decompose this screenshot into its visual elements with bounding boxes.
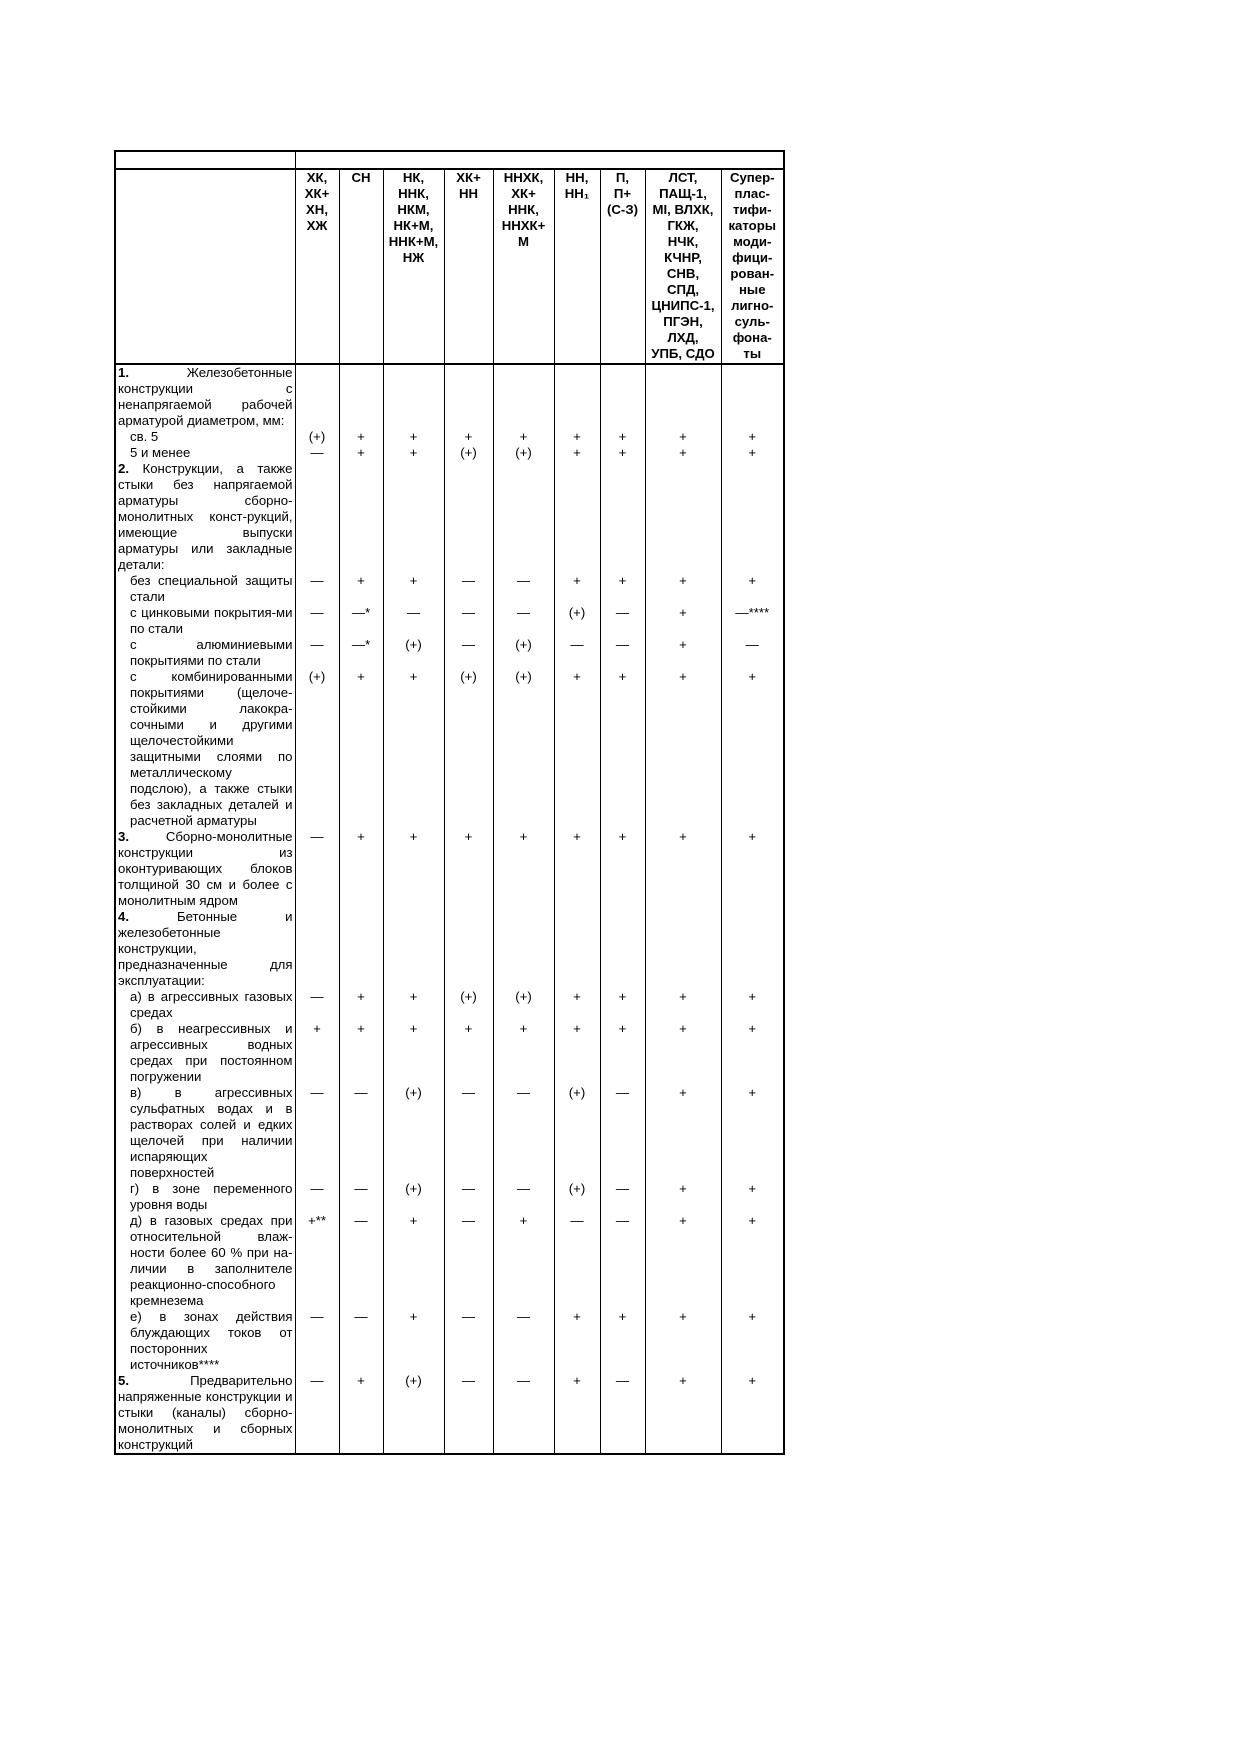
value-cell: + (721, 669, 784, 829)
row-description (115, 445, 295, 461)
value-cell: + (645, 829, 721, 909)
value-cell: + (721, 429, 784, 445)
row-text: Предварительно напряженные конструкции и стыки (каналы) сборно-монолитных и сборных конструкций (118, 1373, 293, 1452)
value-cell (383, 364, 444, 429)
value-cell: + (383, 573, 444, 605)
value-cell (444, 364, 493, 429)
value-cell: (+) (444, 669, 493, 829)
value-cell (645, 909, 721, 989)
value-cell: — (600, 1373, 645, 1454)
value-cell (600, 364, 645, 429)
top-left-cell (115, 151, 295, 169)
value-cell (444, 909, 493, 989)
value-cell (295, 461, 339, 573)
value-cell: — (721, 637, 784, 669)
row-text: без специальной защиты стали (130, 573, 293, 604)
value-cell: (+) (295, 429, 339, 445)
value-cell: + (645, 573, 721, 605)
value-cell: + (721, 989, 784, 1021)
value-cell: +** (295, 1213, 339, 1309)
value-cell: (+) (383, 637, 444, 669)
value-cell (339, 461, 383, 573)
value-cell: — (444, 637, 493, 669)
value-cell (339, 364, 383, 429)
table-row (115, 989, 784, 1021)
value-cell: + (645, 429, 721, 445)
row-description (115, 364, 295, 429)
table-row (115, 1021, 784, 1085)
value-cell: — (339, 1085, 383, 1181)
value-cell: — (493, 1181, 554, 1213)
row-number: 2. (118, 461, 129, 476)
value-cell: + (554, 829, 600, 909)
value-cell: (+) (493, 989, 554, 1021)
table-row (115, 573, 784, 605)
table-top-row (115, 151, 784, 169)
header-cell: ННХК, ХК+ ННК, ННХК+ М (493, 169, 554, 364)
document-table (114, 150, 785, 1455)
value-cell: + (554, 1309, 600, 1373)
value-cell: + (339, 989, 383, 1021)
value-cell: + (554, 429, 600, 445)
value-cell: + (554, 1373, 600, 1454)
value-cell: + (645, 989, 721, 1021)
row-description (115, 573, 295, 605)
row-text: е) в зонах действия блуждающих токов от посторонних источников**** (130, 1309, 293, 1372)
row-text: б) в неагрессивных и агрессивных водных средах при постоянном погружении (130, 1021, 293, 1084)
row-description (115, 1309, 295, 1373)
value-cell: — (444, 1085, 493, 1181)
value-cell: + (600, 989, 645, 1021)
row-text: г) в зоне переменного уровня воды (130, 1181, 293, 1212)
value-cell: — (493, 1085, 554, 1181)
value-cell: + (444, 1021, 493, 1085)
value-cell: — (444, 605, 493, 637)
value-cell: + (339, 669, 383, 829)
row-text: св. 5 (130, 429, 159, 444)
row-description (115, 989, 295, 1021)
row-number: 3. (118, 829, 129, 844)
table-row (115, 637, 784, 669)
value-cell (645, 364, 721, 429)
table-row (115, 829, 784, 909)
table-row (115, 1085, 784, 1181)
value-cell: (+) (444, 989, 493, 1021)
value-cell: (+) (295, 669, 339, 829)
value-cell (493, 364, 554, 429)
header-cell: СН (339, 169, 383, 364)
value-cell: (+) (383, 1181, 444, 1213)
value-cell: + (600, 429, 645, 445)
value-cell: — (444, 573, 493, 605)
row-description (115, 1181, 295, 1213)
value-cell: + (600, 1021, 645, 1085)
row-description (115, 1085, 295, 1181)
value-cell: + (600, 829, 645, 909)
value-cell: —* (339, 605, 383, 637)
value-cell: — (493, 1309, 554, 1373)
value-cell: + (721, 1309, 784, 1373)
value-cell (444, 461, 493, 573)
value-cell: —* (339, 637, 383, 669)
header-cell: П, П+ (С-З) (600, 169, 645, 364)
value-cell: + (383, 829, 444, 909)
value-cell: — (295, 829, 339, 909)
row-text: в) в агрессивных сульфатных водах и в растворах солей и едких щелочей при наличии испаряющих поверхностей (130, 1085, 293, 1180)
value-cell: + (383, 445, 444, 461)
header-cell: ХК, ХК+ ХН, ХЖ (295, 169, 339, 364)
row-text: с комбинированными покрытиями (щелоче-стойкими лакокра-сочными и другими щелочестойкими защитными слоями по металлическому подслою), а также стыки без закладных деталей и расчетной арматуры (130, 669, 293, 828)
table-row (115, 364, 784, 429)
value-cell (383, 461, 444, 573)
value-cell (554, 364, 600, 429)
value-cell: — (444, 1181, 493, 1213)
value-cell (295, 364, 339, 429)
value-cell (645, 461, 721, 573)
value-cell: + (339, 1021, 383, 1085)
value-cell: + (295, 1021, 339, 1085)
row-text: д) в газовых средах при относительной влаж-ности более 60 % при на-личии в заполнителе реакционно-способного кремнезема (130, 1213, 293, 1308)
value-cell (721, 909, 784, 989)
value-cell: + (554, 989, 600, 1021)
header-cell: ХК+ НН (444, 169, 493, 364)
table-row (115, 1309, 784, 1373)
row-text: с алюминиевыми покрытиями по стали (130, 637, 293, 668)
value-cell: + (645, 669, 721, 829)
table-row (115, 605, 784, 637)
value-cell: (+) (493, 445, 554, 461)
value-cell: — (295, 573, 339, 605)
value-cell: + (444, 429, 493, 445)
table-row (115, 1181, 784, 1213)
value-cell: (+) (554, 1085, 600, 1181)
row-description (115, 461, 295, 573)
row-description (115, 605, 295, 637)
value-cell: + (554, 669, 600, 829)
value-cell: — (444, 1373, 493, 1454)
value-cell: + (721, 1213, 784, 1309)
value-cell: + (721, 573, 784, 605)
value-cell: + (339, 573, 383, 605)
value-cell: + (645, 1021, 721, 1085)
value-cell (721, 461, 784, 573)
value-cell: + (721, 445, 784, 461)
value-cell: + (383, 669, 444, 829)
value-cell: — (339, 1309, 383, 1373)
value-cell: + (721, 1021, 784, 1085)
row-description (115, 669, 295, 829)
value-cell: — (600, 1213, 645, 1309)
value-cell: — (295, 637, 339, 669)
row-text: Бетонные и железобетонные конструкции, предназначенные для эксплуатации: (118, 909, 293, 988)
value-cell: + (383, 1213, 444, 1309)
value-cell: + (493, 829, 554, 909)
header-row (115, 169, 784, 364)
value-cell: (+) (493, 669, 554, 829)
table-row (115, 429, 784, 445)
header-cell: Супер- плас- тифи- каторы моди- фици- рован- ные лигно- суль- фона- ты (721, 169, 784, 364)
row-number: 1. (118, 365, 129, 380)
row-description (115, 829, 295, 909)
table-row (115, 445, 784, 461)
value-cell: + (600, 1309, 645, 1373)
row-text: с цинковыми покрытия-ми по стали (130, 605, 293, 636)
value-cell: — (493, 1373, 554, 1454)
value-cell: + (554, 573, 600, 605)
value-cell: + (383, 429, 444, 445)
value-cell: (+) (554, 1181, 600, 1213)
table-row (115, 1373, 784, 1454)
table-row (115, 669, 784, 829)
value-cell: + (339, 429, 383, 445)
value-cell: + (645, 605, 721, 637)
value-cell: — (600, 1181, 645, 1213)
value-cell (554, 461, 600, 573)
top-span-cell (295, 151, 784, 169)
value-cell: + (493, 1021, 554, 1085)
value-cell: + (339, 829, 383, 909)
row-description (115, 1021, 295, 1085)
header-cell: НН, НН₁ (554, 169, 600, 364)
value-cell: + (383, 1021, 444, 1085)
table-row (115, 909, 784, 989)
value-cell: + (645, 1181, 721, 1213)
value-cell: + (339, 1373, 383, 1454)
value-cell: (+) (554, 605, 600, 637)
value-cell: + (721, 1373, 784, 1454)
value-cell: + (645, 1213, 721, 1309)
value-cell: — (444, 1309, 493, 1373)
value-cell: (+) (383, 1373, 444, 1454)
value-cell: + (645, 445, 721, 461)
value-cell: — (493, 605, 554, 637)
row-description (115, 637, 295, 669)
value-cell: — (339, 1213, 383, 1309)
value-cell: — (383, 605, 444, 637)
row-number: 4. (118, 909, 129, 924)
value-cell: + (383, 989, 444, 1021)
value-cell (554, 909, 600, 989)
value-cell: — (554, 1213, 600, 1309)
value-cell: — (295, 989, 339, 1021)
row-number: 5. (118, 1373, 129, 1388)
value-cell: + (645, 1309, 721, 1373)
row-text: Железобетонные конструкции с ненапрягаемой рабочей арматурой диаметром, мм: (118, 365, 293, 428)
value-cell: — (339, 1181, 383, 1213)
value-cell: + (645, 1373, 721, 1454)
value-cell: — (295, 1309, 339, 1373)
value-cell (339, 909, 383, 989)
value-cell: + (600, 573, 645, 605)
value-cell (493, 461, 554, 573)
value-cell (721, 364, 784, 429)
value-cell (295, 909, 339, 989)
value-cell: — (493, 573, 554, 605)
value-cell: — (554, 637, 600, 669)
value-cell: + (554, 1021, 600, 1085)
value-cell: + (554, 445, 600, 461)
value-cell: + (645, 637, 721, 669)
value-cell: — (600, 605, 645, 637)
value-cell: —**** (721, 605, 784, 637)
header-empty (115, 169, 295, 364)
value-cell: — (295, 445, 339, 461)
table-row (115, 1213, 784, 1309)
value-cell: + (493, 429, 554, 445)
row-description (115, 909, 295, 989)
value-cell: — (600, 637, 645, 669)
value-cell: — (600, 1085, 645, 1181)
value-cell: + (721, 829, 784, 909)
value-cell: (+) (383, 1085, 444, 1181)
header-cell: НК, ННК, НКМ, НК+М, ННК+М, НЖ (383, 169, 444, 364)
row-description (115, 1213, 295, 1309)
value-cell (600, 461, 645, 573)
row-description (115, 429, 295, 445)
value-cell: + (600, 445, 645, 461)
value-cell: + (339, 445, 383, 461)
value-cell: + (645, 1085, 721, 1181)
value-cell: — (295, 605, 339, 637)
value-cell (600, 909, 645, 989)
value-cell: + (600, 669, 645, 829)
value-cell: + (444, 829, 493, 909)
value-cell (493, 909, 554, 989)
row-description (115, 1373, 295, 1454)
row-text: 5 и менее (130, 445, 191, 460)
row-text: Конструкции, а также стыки без напрягаемой арматуры сборно-монолитных конст-рукций, имеющие выпуски арматуры или закладные детали: (118, 461, 293, 572)
value-cell: + (383, 1309, 444, 1373)
value-cell: + (721, 1085, 784, 1181)
value-cell: + (493, 1213, 554, 1309)
value-cell: — (295, 1373, 339, 1454)
value-cell: — (444, 1213, 493, 1309)
row-text: а) в агрессивных газовых средах (130, 989, 293, 1020)
header-cell: ЛСТ, ПАЩ-1, МI, ВЛХК, ГКЖ, НЧК, КЧНР, СНВ, СПД, ЦНИПС-1, ПГЭН, ЛХД, УПБ, СДО (645, 169, 721, 364)
value-cell: + (721, 1181, 784, 1213)
value-cell: (+) (444, 445, 493, 461)
value-cell: (+) (493, 637, 554, 669)
value-cell: — (295, 1085, 339, 1181)
value-cell: — (295, 1181, 339, 1213)
value-cell (383, 909, 444, 989)
row-text: Сборно-монолитные конструкции из оконтуривающих блоков толщиной 30 см и более с монолитным ядром (118, 829, 293, 908)
table-row (115, 461, 784, 573)
